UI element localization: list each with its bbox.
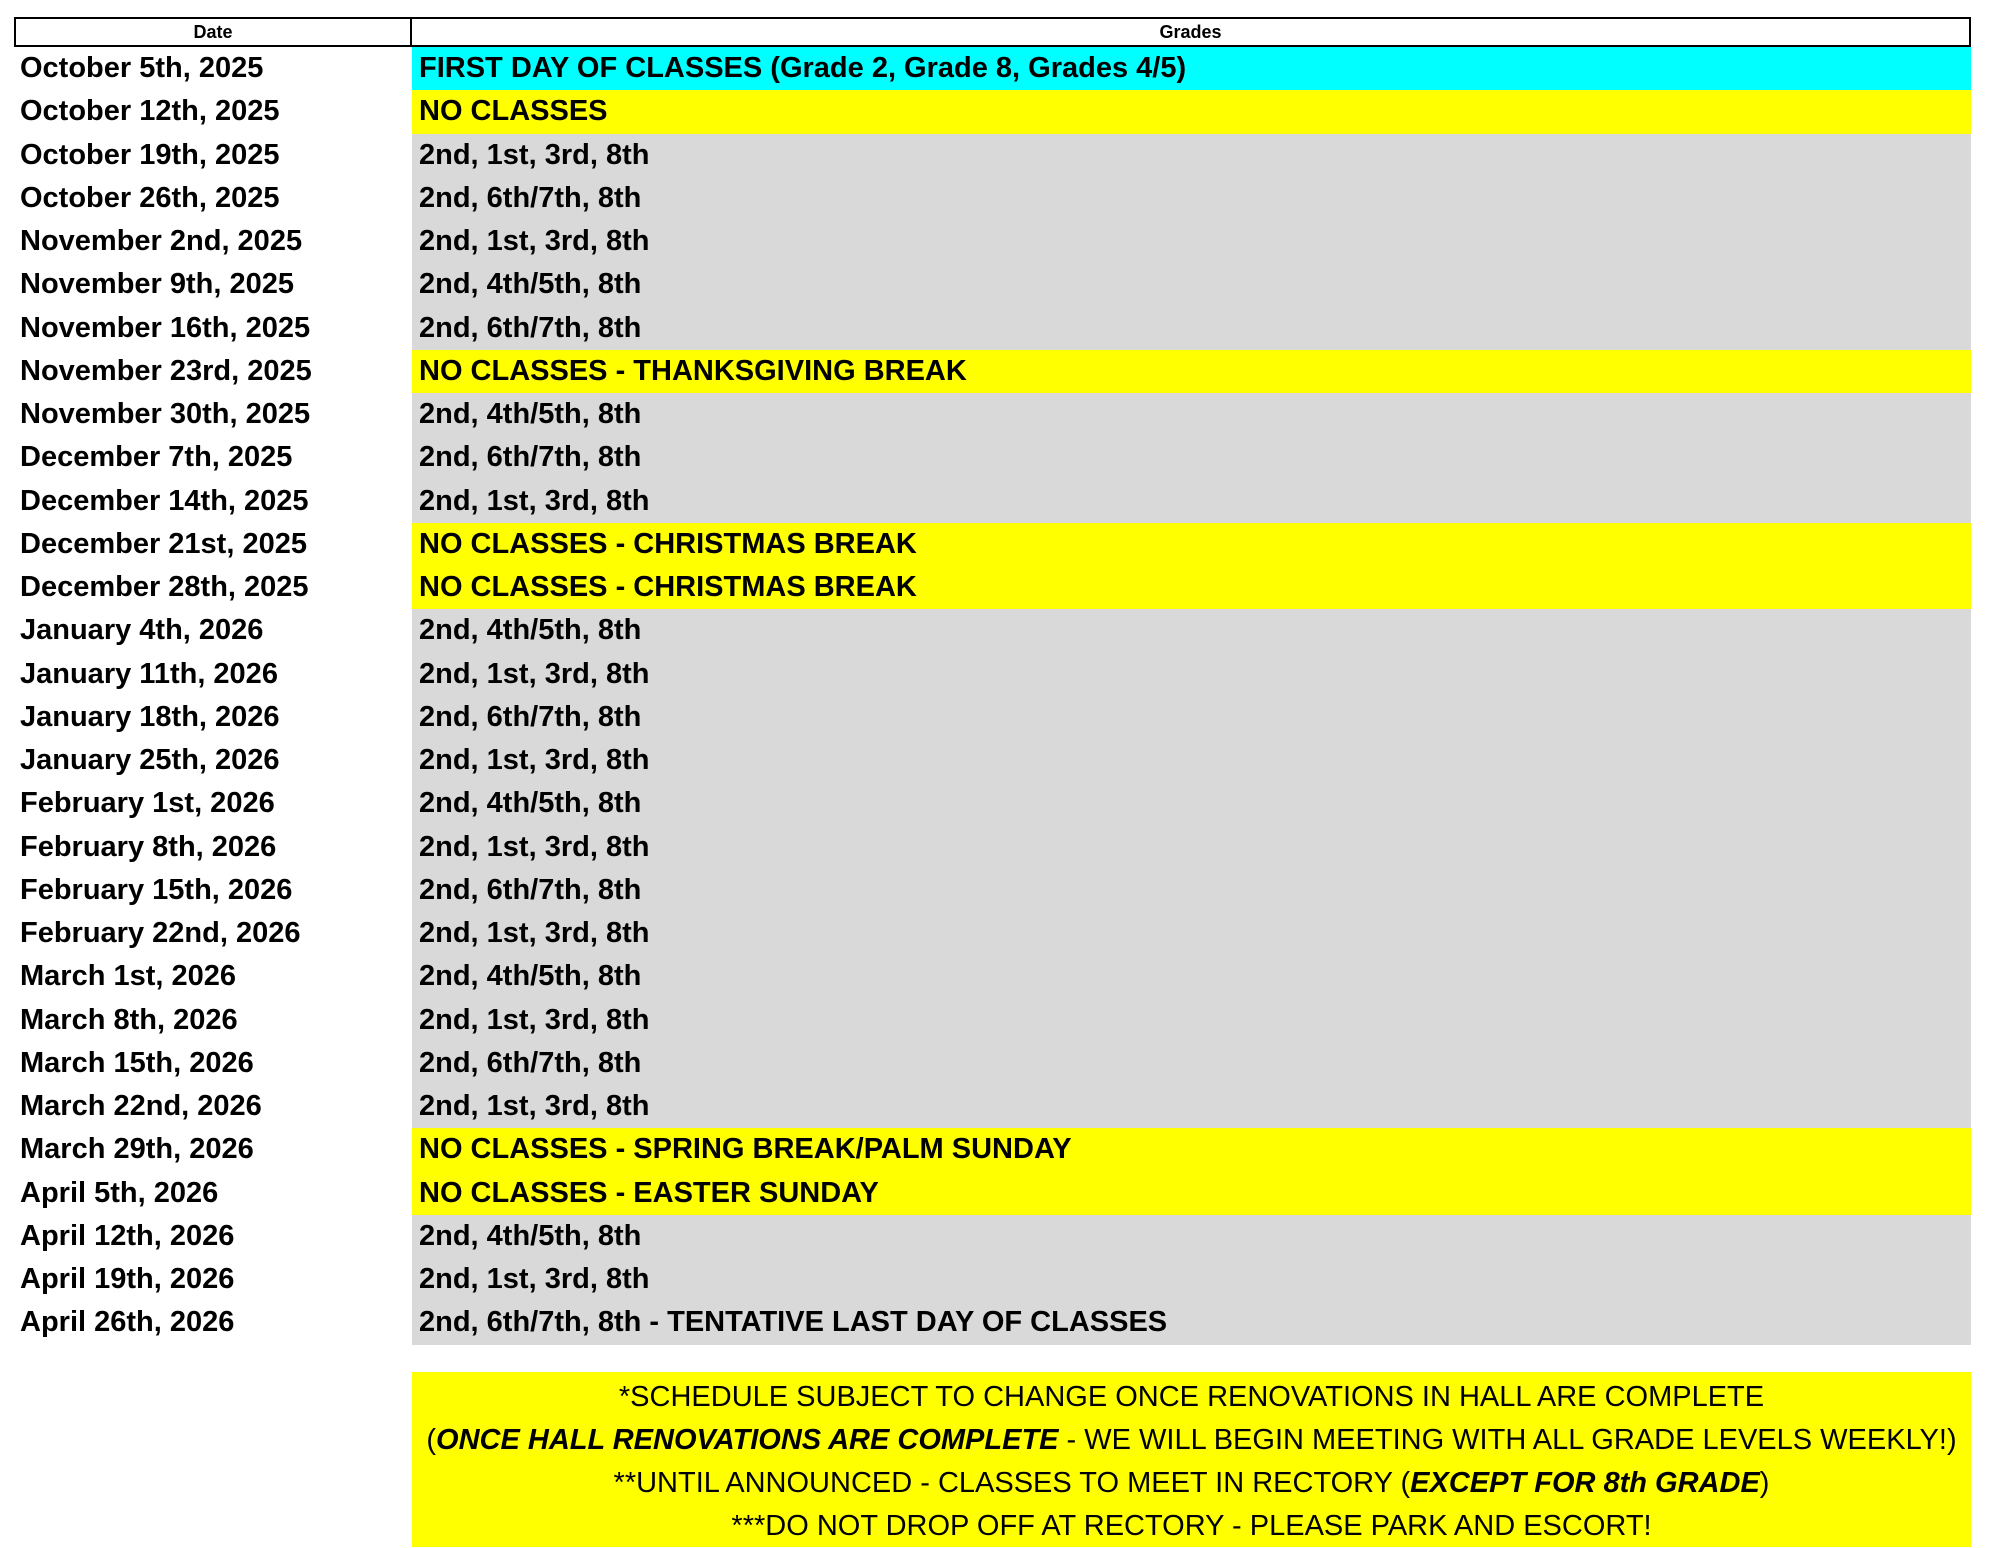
table-row — [14, 134, 1971, 177]
row-date: January 25th, 2026 — [20, 744, 280, 777]
table-row — [14, 220, 1971, 263]
row-grades: 2nd, 4th/5th, 8th — [412, 782, 1971, 825]
row-date: January 18th, 2026 — [20, 700, 280, 733]
table-row — [14, 696, 1971, 739]
row-date: March 29th, 2026 — [20, 1133, 254, 1166]
grades-column-header: Grades — [412, 17, 1971, 47]
table-row — [14, 436, 1971, 479]
row-date: November 30th, 2025 — [20, 398, 311, 431]
table-row — [14, 393, 1971, 436]
row-grades: NO CLASSES - THANKSGIVING BREAK — [412, 350, 1971, 393]
row-grades: 2nd, 4th/5th, 8th — [412, 609, 1971, 652]
row-grades: NO CLASSES - CHRISTMAS BREAK — [412, 523, 1971, 566]
row-date: March 15th, 2026 — [20, 1046, 254, 1079]
row-grades: 2nd, 6th/7th, 8th — [412, 1042, 1971, 1085]
row-grades: NO CLASSES - EASTER SUNDAY — [412, 1172, 1971, 1215]
note-line-3-close: ) — [1759, 1467, 1770, 1499]
row-grades: 2nd, 6th/7th, 8th — [412, 436, 1971, 479]
row-date: November 16th, 2025 — [20, 311, 311, 344]
row-grades: 2nd, 4th/5th, 8th — [412, 393, 1971, 436]
row-grades: 2nd, 1st, 3rd, 8th — [412, 912, 1971, 955]
row-date: February 8th, 2026 — [20, 830, 277, 863]
note-line-2-open: ( — [426, 1424, 437, 1456]
row-date: November 2nd, 2025 — [20, 225, 303, 258]
row-grades: 2nd, 1st, 3rd, 8th — [412, 1258, 1971, 1301]
row-grades: 2nd, 6th/7th, 8th — [412, 307, 1971, 350]
row-date: December 28th, 2025 — [20, 571, 309, 604]
table-row — [14, 609, 1971, 652]
table-row — [14, 1172, 1971, 1215]
row-date: December 7th, 2025 — [20, 441, 293, 474]
table-body — [14, 47, 1971, 1345]
table-row — [14, 1128, 1971, 1171]
row-date: November 9th, 2025 — [20, 268, 295, 301]
table-row — [14, 523, 1971, 566]
table-row — [14, 869, 1971, 912]
row-grades: 2nd, 1st, 3rd, 8th — [412, 826, 1971, 869]
row-grades: 2nd, 1st, 3rd, 8th — [412, 739, 1971, 782]
row-date: April 5th, 2026 — [20, 1176, 219, 1209]
table-row — [14, 47, 1971, 90]
date-column-header: Date — [14, 17, 412, 47]
row-date: January 4th, 2026 — [20, 614, 264, 647]
row-grades: 2nd, 1st, 3rd, 8th — [412, 653, 1971, 696]
row-date: March 22nd, 2026 — [20, 1090, 262, 1123]
table-row — [14, 1215, 1971, 1258]
note-line-1: *SCHEDULE SUBJECT TO CHANGE ONCE RENOVATIONS IN HALL ARE COMPLETE — [618, 1381, 1765, 1413]
row-grades: NO CLASSES - SPRING BREAK/PALM SUNDAY — [412, 1128, 1971, 1171]
table-row — [14, 739, 1971, 782]
row-grades: 2nd, 1st, 3rd, 8th — [412, 220, 1971, 263]
table-row — [14, 955, 1971, 998]
table-row — [14, 1258, 1971, 1301]
row-grades: 2nd, 6th/7th, 8th - TENTATIVE LAST DAY OF CLASSES — [412, 1301, 1971, 1344]
row-date: March 1st, 2026 — [20, 960, 237, 993]
row-date: October 19th, 2025 — [20, 138, 280, 171]
note-line-4: ***DO NOT DROP OFF AT RECTORY - PLEASE PARK AND ESCORT! — [731, 1510, 1652, 1542]
schedule-notes — [412, 1372, 1971, 1547]
row-date: December 14th, 2025 — [20, 484, 309, 517]
schedule-table — [14, 17, 1971, 1345]
table-row — [14, 1042, 1971, 1085]
row-grades: 2nd, 1st, 3rd, 8th — [412, 134, 1971, 177]
table-row — [14, 350, 1971, 393]
table-row — [14, 480, 1971, 523]
row-date: February 1st, 2026 — [20, 787, 275, 820]
table-row — [14, 1085, 1971, 1128]
table-row — [14, 1301, 1971, 1344]
table-row — [14, 912, 1971, 955]
note-line-3 — [614, 1462, 1770, 1505]
table-header — [14, 17, 1971, 47]
table-row — [14, 263, 1971, 306]
note-line-3-pre: **UNTIL ANNOUNCED - CLASSES TO MEET IN RECTORY ( — [613, 1467, 1411, 1499]
note-line-2-rest: - WE WILL BEGIN MEETING WITH ALL GRADE LEVELS WEEKLY!) — [1058, 1424, 1957, 1456]
row-date: January 11th, 2026 — [20, 657, 278, 690]
table-row — [14, 90, 1971, 133]
row-grades: NO CLASSES - CHRISTMAS BREAK — [412, 566, 1971, 609]
row-date: February 15th, 2026 — [20, 873, 293, 906]
table-row — [14, 653, 1971, 696]
row-date: March 8th, 2026 — [20, 1003, 238, 1036]
row-date: April 19th, 2026 — [20, 1263, 235, 1296]
row-grades: NO CLASSES — [412, 90, 1971, 133]
row-grades: 2nd, 4th/5th, 8th — [412, 263, 1971, 306]
note-line-2 — [426, 1419, 1956, 1462]
row-grades: FIRST DAY OF CLASSES (Grade 2, Grade 8, Grades 4/5) — [412, 47, 1971, 90]
row-date: April 26th, 2026 — [20, 1306, 235, 1339]
row-date: November 23rd, 2025 — [20, 354, 312, 387]
row-date: October 12th, 2025 — [20, 95, 280, 128]
row-grades: 2nd, 1st, 3rd, 8th — [412, 480, 1971, 523]
note-line-2-emphasis: ONCE HALL RENOVATIONS ARE COMPLETE — [436, 1424, 1059, 1456]
row-grades: 2nd, 4th/5th, 8th — [412, 1215, 1971, 1258]
row-grades: 2nd, 1st, 3rd, 8th — [412, 1085, 1971, 1128]
row-grades: 2nd, 4th/5th, 8th — [412, 955, 1971, 998]
table-row — [14, 826, 1971, 869]
row-date: April 12th, 2026 — [20, 1219, 235, 1252]
table-row — [14, 307, 1971, 350]
row-date: October 26th, 2025 — [20, 181, 280, 214]
row-grades: 2nd, 6th/7th, 8th — [412, 869, 1971, 912]
table-row — [14, 782, 1971, 825]
table-row — [14, 999, 1971, 1042]
table-row — [14, 177, 1971, 220]
row-date: October 5th, 2025 — [20, 52, 264, 85]
row-grades: 2nd, 1st, 3rd, 8th — [412, 999, 1971, 1042]
table-row — [14, 566, 1971, 609]
row-date: December 21st, 2025 — [20, 527, 307, 560]
note-line-3-emphasis: EXCEPT FOR 8th GRADE — [1410, 1467, 1760, 1499]
row-grades: 2nd, 6th/7th, 8th — [412, 177, 1971, 220]
row-date: February 22nd, 2026 — [20, 917, 301, 950]
row-grades: 2nd, 6th/7th, 8th — [412, 696, 1971, 739]
